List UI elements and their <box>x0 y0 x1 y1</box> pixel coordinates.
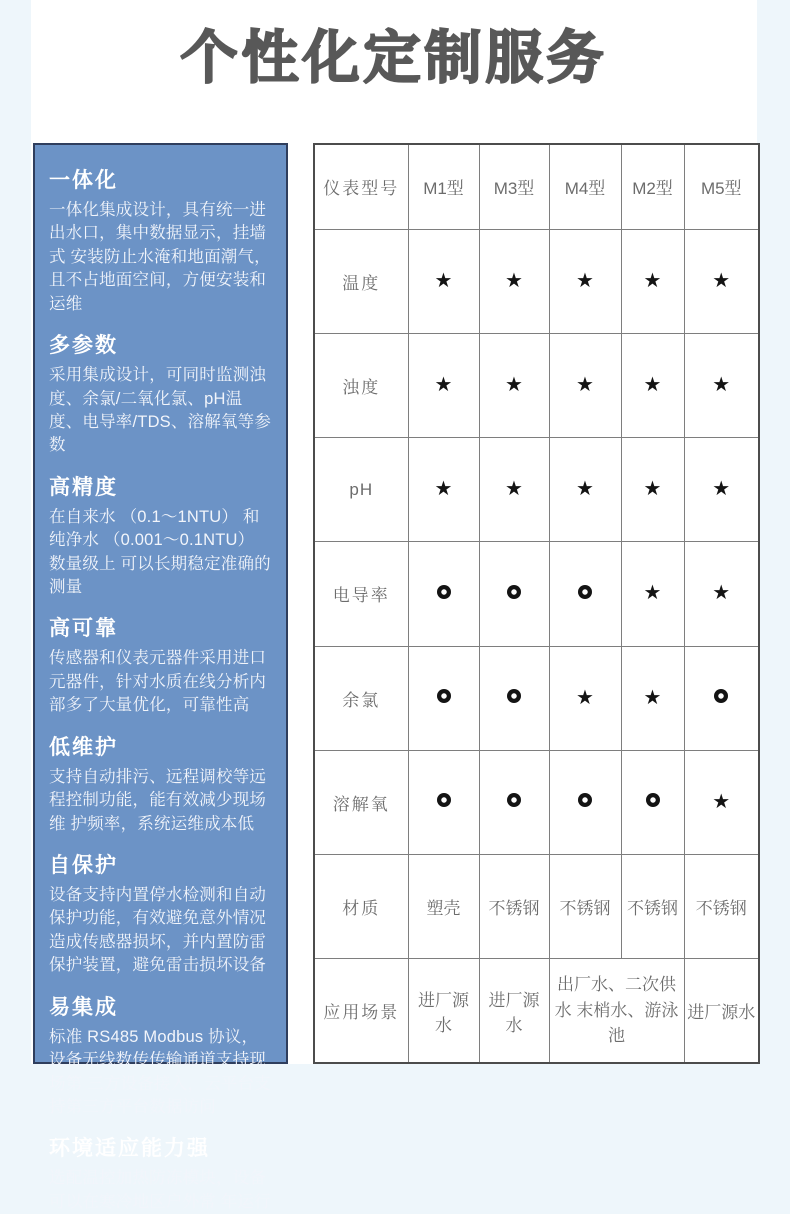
circle-dot-icon <box>507 585 521 599</box>
circle-dot-icon <box>714 689 728 703</box>
star-icon: ★ <box>576 478 594 501</box>
feature-section <box>49 1132 274 1214</box>
feature-heading: 易集成 <box>49 995 118 1019</box>
feature-heading: 高可靠 <box>49 617 118 641</box>
page-title: 个性化定制服务 <box>180 26 608 90</box>
col-header-m5: M5型 <box>684 144 759 229</box>
feature-heading: 低维护 <box>49 735 118 759</box>
row-label: pH <box>314 438 408 542</box>
feature-body: 设备支持内置停水检测和自动保护功能，有效避免意外情况造成传感器损坏，并内置防雷保护装置，避免雷击损坏设备 <box>49 886 267 975</box>
table-row-application <box>314 959 759 1063</box>
feature-sidebar <box>33 143 288 1211</box>
table-row-turbidity <box>314 333 759 437</box>
feature-body: 一体化集成设计，具有统一进出水口，集中数据显示，挂墙式 安装防止水淹和地面潮气，且不占地面空间，方便安装和运维 <box>49 201 271 313</box>
feature-body: 传感器和仪表元器件采用进口元器件，针对水质在线分析内部多了大量优化，可靠性高 <box>49 649 267 715</box>
col-header-m3: M3型 <box>479 144 549 229</box>
circle-dot-icon <box>507 793 521 807</box>
feature-section <box>49 612 274 717</box>
star-icon: ★ <box>712 582 731 605</box>
circle-dot-icon <box>437 585 451 599</box>
col-header-m2: M2型 <box>621 144 684 229</box>
table-row-ph <box>314 438 759 542</box>
star-icon: ★ <box>576 686 594 709</box>
feature-section <box>49 731 274 836</box>
star-icon: ★ <box>434 269 453 292</box>
star-icon: ★ <box>505 374 523 396</box>
table-header-row <box>314 144 759 229</box>
col-header-model: 仪表型号 <box>314 144 408 229</box>
feature-body: 支持自动排污、远程调校等远程控制功能，能有效减少现场维 护频率，系统运维成本低 <box>49 767 267 833</box>
material-cell: 不锈钢 <box>684 854 759 958</box>
material-cell: 不锈钢 <box>621 854 684 958</box>
star-icon: ★ <box>643 374 662 396</box>
feature-section <box>49 329 274 458</box>
row-label: 余氯 <box>314 646 408 750</box>
star-icon: ★ <box>576 374 594 396</box>
table-row-conductivity <box>314 542 759 646</box>
star-icon: ★ <box>434 478 453 501</box>
star-icon: ★ <box>434 374 453 396</box>
row-label: 浊度 <box>314 333 408 437</box>
star-icon: ★ <box>712 269 731 292</box>
row-label: 电导率 <box>314 542 408 646</box>
feature-heading: 高精度 <box>49 475 118 499</box>
star-icon: ★ <box>712 478 731 501</box>
application-cell: 进厂源水 <box>408 959 479 1063</box>
circle-dot-icon <box>578 585 592 599</box>
star-icon: ★ <box>643 582 662 605</box>
circle-dot-icon <box>437 689 451 703</box>
circle-dot-icon <box>578 793 592 807</box>
material-cell: 不锈钢 <box>549 854 621 958</box>
feature-section <box>49 164 274 316</box>
circle-dot-icon <box>507 689 521 703</box>
feature-section <box>49 849 274 978</box>
star-icon: ★ <box>643 686 662 709</box>
circle-dot-icon <box>646 793 660 807</box>
feature-heading: 多参数 <box>49 334 118 358</box>
material-cell: 不锈钢 <box>479 854 549 958</box>
col-header-m4: M4型 <box>549 144 621 229</box>
feature-section <box>49 991 274 1120</box>
star-icon: ★ <box>643 478 662 501</box>
feature-heading: 自保护 <box>49 854 118 878</box>
material-cell: 塑壳 <box>408 854 479 958</box>
feature-body: 选配温控加热防冻模块，设备可以在寒冷地区户外常 年运行 <box>49 1169 271 1211</box>
star-icon: ★ <box>712 790 731 813</box>
table-row-dissolved-oxygen <box>314 750 759 854</box>
model-spec-table <box>313 143 760 1064</box>
application-cell-span: 出厂水、二次供水 末梢水、游泳池 <box>549 959 684 1063</box>
feature-section <box>49 471 274 600</box>
table-row-material <box>314 854 759 958</box>
star-icon: ★ <box>505 478 523 501</box>
application-cell: 进厂源水 <box>684 959 759 1063</box>
feature-body: 采用集成设计，可同时监测浊度、余氯/二氧化氯、pH温度、电导率/TDS、溶解氧等参数 <box>49 366 272 455</box>
row-label: 溶解氧 <box>314 750 408 854</box>
application-cell: 进厂源水 <box>479 959 549 1063</box>
feature-heading: 环境适应能力强 <box>49 1137 210 1161</box>
content-page <box>31 0 757 1211</box>
row-label: 温度 <box>314 229 408 333</box>
star-icon: ★ <box>505 269 523 292</box>
feature-body: 标准 RS485 Modbus 协议，设备无线数传传输通道支持现场第 三方设备接入，云平台支持第三方平台数据访问 <box>49 1027 271 1116</box>
table-row-chlorine <box>314 646 759 750</box>
row-label: 材质 <box>314 854 408 958</box>
star-icon: ★ <box>576 269 594 292</box>
feature-heading: 一体化 <box>49 169 118 192</box>
feature-body: 在自来水 （0.1～1NTU） 和纯净水 （0.001～0.1NTU） 数量级上 可以长期稳定准确的测量 <box>49 507 271 597</box>
circle-dot-icon <box>437 793 451 807</box>
col-header-m1: M1型 <box>408 144 479 229</box>
star-icon: ★ <box>643 269 662 292</box>
table-row-temperature <box>314 229 759 333</box>
row-label: 应用场景 <box>314 959 408 1063</box>
star-icon: ★ <box>712 374 731 396</box>
